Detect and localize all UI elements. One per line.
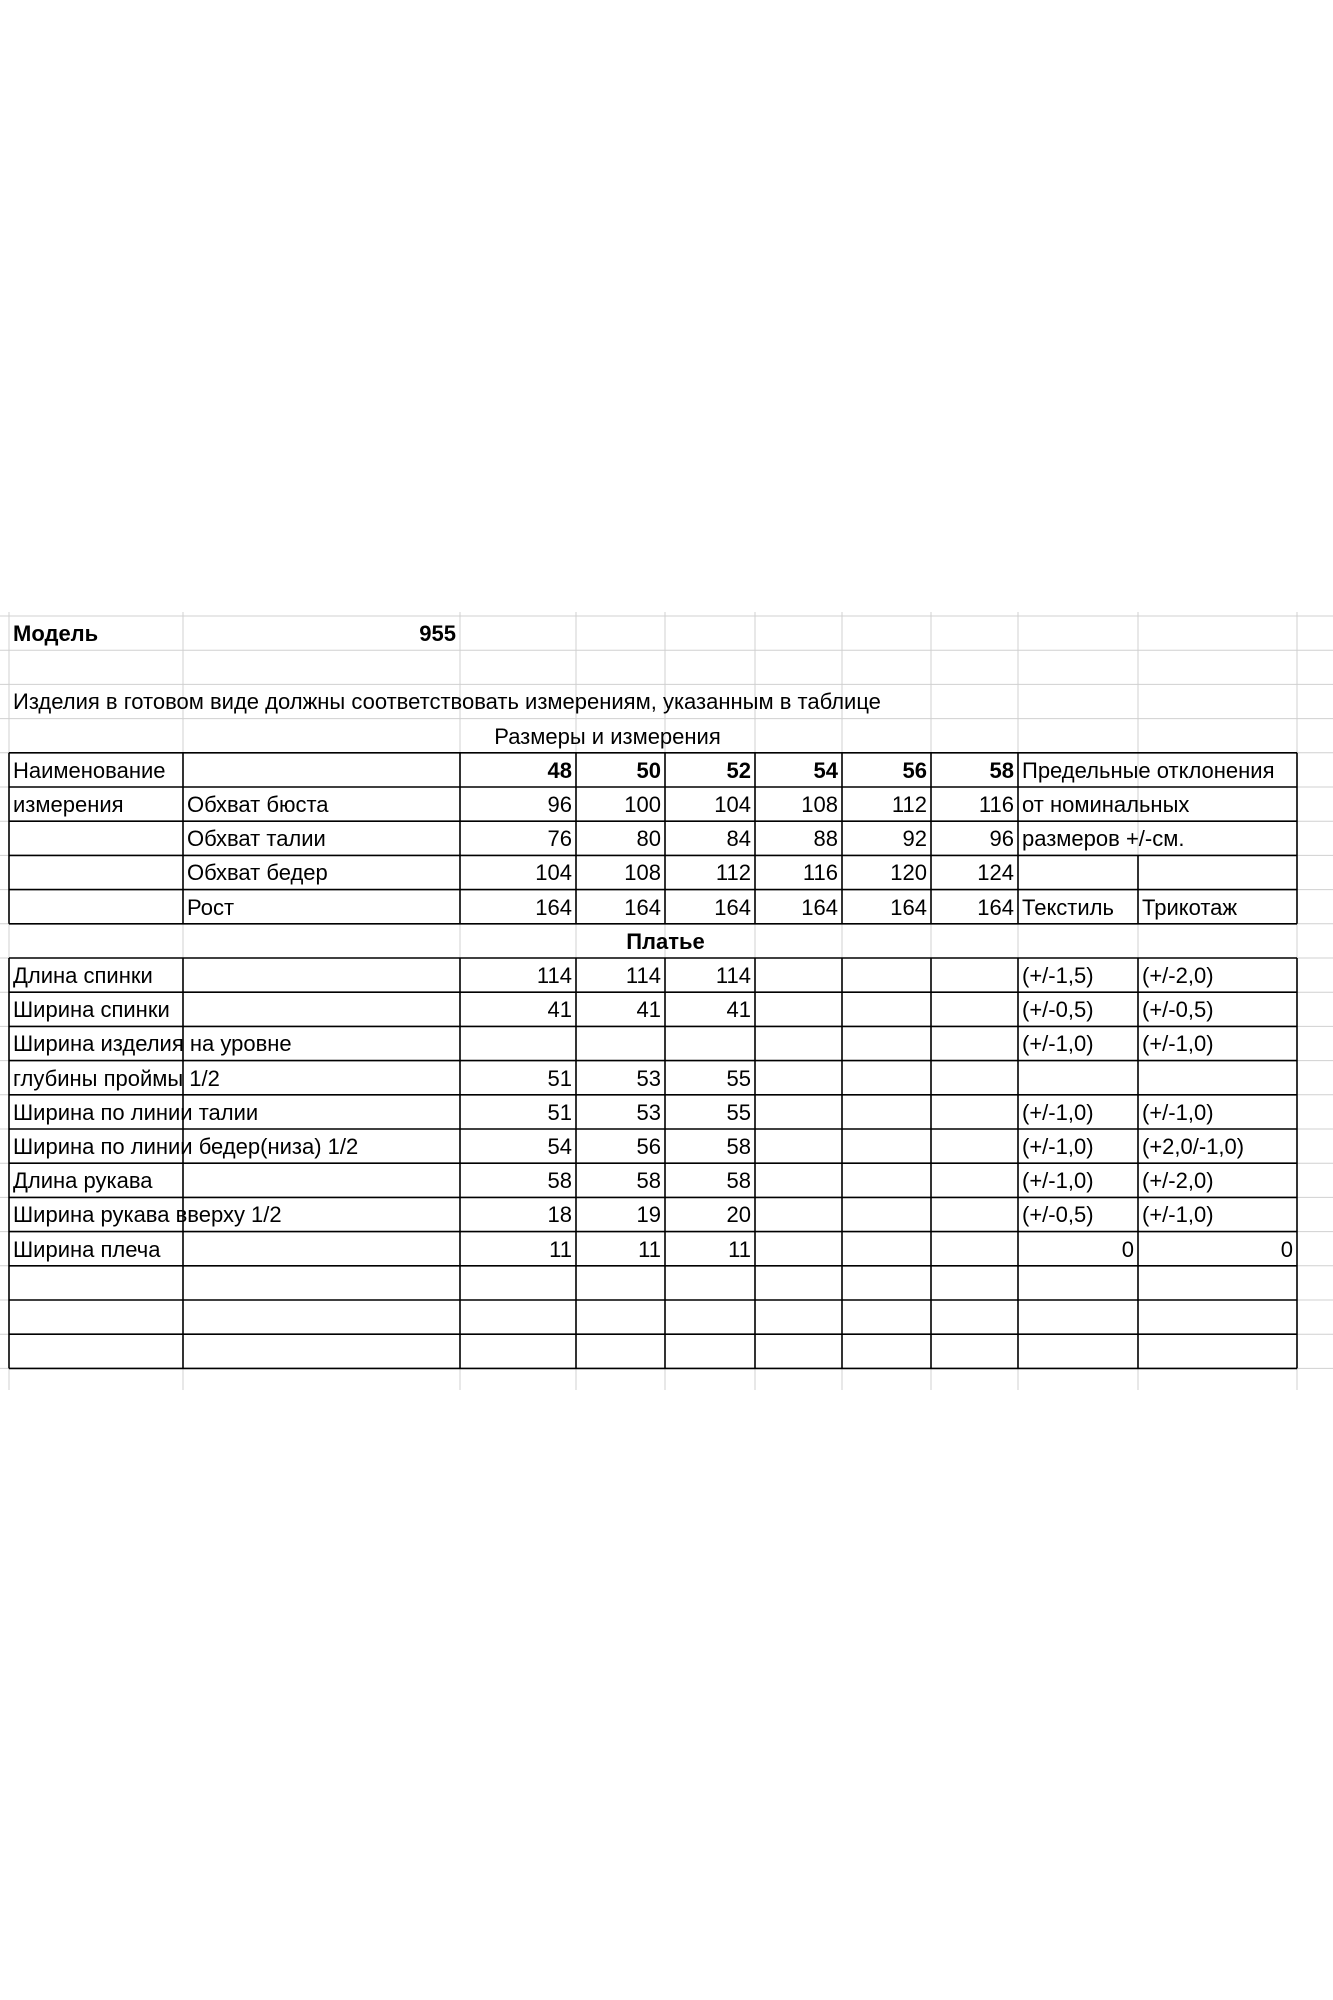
garment-measurement-name: Длина рукава (13, 1168, 153, 1194)
garment-measurement-value: 19 (636, 1202, 661, 1228)
garment-measurement-value: 114 (625, 963, 661, 988)
garment-measurement-value: 41 (547, 997, 572, 1023)
body-measurement-value: 164 (714, 894, 751, 920)
body-measurement-value: 116 (802, 860, 838, 886)
textile-header: Текстиль (1022, 894, 1114, 920)
body-measurement-value: 88 (813, 826, 838, 852)
knit-header: Трикотаж (1142, 894, 1238, 920)
garment-measurement-value: 20 (726, 1202, 751, 1228)
body-measurement-value: 104 (535, 860, 572, 886)
body-measurement-value: 112 (715, 860, 751, 886)
garment-measurement-value: 58 (547, 1168, 572, 1194)
size-header-56: 56 (902, 757, 927, 783)
section-title: Платье (626, 928, 705, 954)
garment-measurement-name: Ширина изделия на уровне (13, 1031, 292, 1057)
garment-measurement-value: 41 (726, 997, 751, 1023)
garment-measurement-value: 58 (726, 1168, 751, 1194)
knit-tolerance: (+/-1,0) (1142, 1099, 1214, 1125)
garment-measurement-value: 114 (536, 963, 572, 988)
garment-measurement-name: Ширина плеча (13, 1236, 161, 1262)
garment-measurement-value: 55 (726, 1099, 751, 1125)
body-measurement-name: Обхват бюста (187, 792, 329, 817)
garment-measurement-value: 114 (715, 963, 751, 988)
garment-measurement-value: 51 (547, 1099, 572, 1125)
textile-tolerance: (+/-0,5) (1022, 997, 1094, 1023)
size-header-50: 50 (636, 757, 661, 783)
garment-measurement-name: глубины проймы 1/2 (13, 1065, 220, 1091)
body-measurement-value: 112 (891, 792, 927, 817)
body-measurement-value: 96 (989, 826, 1014, 852)
garment-measurement-value: 51 (547, 1065, 572, 1091)
body-measurement-value: 92 (902, 826, 927, 852)
textile-tolerance: (+/-1,0) (1022, 1134, 1094, 1159)
garment-measurement-value: 11 (638, 1236, 661, 1262)
garment-measurement-value: 41 (636, 997, 661, 1023)
body-measurement-value: 100 (624, 792, 661, 817)
garment-measurement-value: 11 (728, 1236, 751, 1262)
garment-measurement-value: 54 (547, 1134, 572, 1159)
garment-measurement-name: Длина спинки (13, 963, 153, 988)
garment-measurement-value: 53 (636, 1099, 661, 1125)
garment-measurement-value: 53 (636, 1065, 661, 1091)
knit-tolerance: (+/-2,0) (1142, 963, 1214, 988)
knit-tolerance: 0 (1280, 1236, 1293, 1262)
body-measurement-value: 84 (726, 826, 751, 852)
knit-tolerance: (+/-1,0) (1142, 1202, 1214, 1228)
deviation-header-line2: от номинальных (1022, 792, 1190, 817)
garment-measurement-name: Ширина спинки (13, 997, 170, 1023)
body-measurement-value: 164 (624, 894, 661, 920)
knit-tolerance: (+/-2,0) (1142, 1168, 1214, 1194)
garment-measurement-value: 11 (549, 1236, 572, 1262)
knit-tolerance: (+/-1,0) (1142, 1031, 1214, 1057)
model-number: 955 (419, 621, 456, 646)
size-header-48: 48 (547, 757, 572, 783)
body-measurement-value: 124 (977, 860, 1014, 886)
body-measurement-value: 120 (890, 860, 927, 886)
body-measurement-value: 108 (624, 860, 661, 886)
textile-tolerance: (+/-1,5) (1022, 963, 1094, 988)
body-measurement-value: 164 (977, 894, 1014, 920)
model-label: Модель (13, 621, 99, 646)
body-measurement-value: 164 (535, 894, 572, 920)
body-measurement-value: 104 (714, 792, 751, 817)
knit-tolerance: (+/-0,5) (1142, 997, 1214, 1023)
body-measurement-value: 76 (547, 826, 572, 852)
body-measurement-name: Обхват бедер (187, 860, 328, 886)
size-header-54: 54 (813, 757, 838, 783)
garment-measurement-name: Ширина по линии талии (13, 1099, 259, 1125)
size-header-58: 58 (989, 757, 1014, 783)
garment-measurement-name: Ширина рукава вверху 1/2 (13, 1202, 282, 1228)
garment-measurement-value: 58 (726, 1134, 751, 1159)
garment-measurement-value: 56 (636, 1134, 661, 1159)
deviation-header-line3: размеров +/-см. (1022, 826, 1185, 852)
requirement-note: Изделия в готовом виде должны соответствовать измерениям, указанным в таблице (13, 689, 881, 715)
body-measurement-value: 80 (636, 826, 661, 852)
body-measurement-value: 164 (801, 894, 838, 920)
textile-tolerance: 0 (1121, 1236, 1134, 1262)
textile-tolerance: (+/-1,0) (1022, 1168, 1094, 1194)
body-measurement-name: Обхват талии (187, 826, 326, 852)
garment-measurement-value: 55 (726, 1065, 751, 1091)
body-measurement-value: 96 (547, 792, 572, 817)
measurement-name-header: Наименование (13, 757, 166, 783)
body-measurement-value: 108 (801, 792, 838, 817)
garment-measurement-value: 18 (547, 1202, 572, 1228)
body-measurement-name: Рост (187, 894, 235, 920)
textile-tolerance: (+/-1,0) (1022, 1099, 1094, 1125)
textile-tolerance: (+/-0,5) (1022, 1202, 1094, 1228)
textile-tolerance: (+/-1,0) (1022, 1031, 1094, 1057)
table-title: Размеры и измерения (494, 723, 721, 749)
deviation-header: Предельные отклонения (1022, 757, 1275, 783)
size-header-52: 52 (726, 757, 751, 783)
garment-measurement-value: 58 (636, 1168, 661, 1194)
measurement-name-header-line2: измерения (13, 792, 124, 817)
knit-tolerance: (+2,0/-1,0) (1142, 1134, 1245, 1159)
garment-measurement-name: Ширина по линии бедер(низа) 1/2 (13, 1134, 359, 1159)
body-measurement-value: 116 (978, 792, 1014, 817)
body-measurement-value: 164 (890, 894, 927, 920)
